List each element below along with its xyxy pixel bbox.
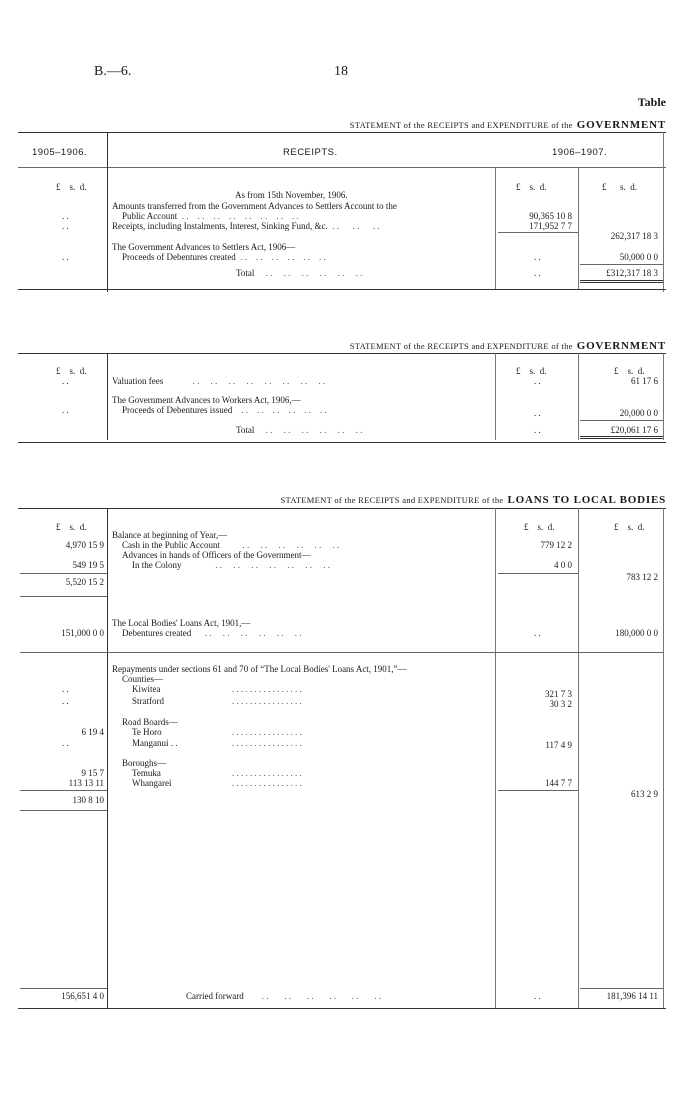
s1-line3b: Proceeds of Debentures created . . . . . . . . . . . . (122, 252, 326, 262)
s3-whangarei-mid: 144 7 7 (545, 778, 572, 788)
s3-whangarei-left: 113 13 11 (68, 778, 104, 788)
s3-mid-currency-header: £ s. d. (524, 522, 555, 532)
s3-debentures-right: 180,000 0 0 (615, 628, 658, 638)
s2-left-dots-2: . . (62, 405, 69, 415)
s1-line3a: The Government Advances to Settlers Act, 1906— (112, 242, 296, 252)
s2-line1-total: 61 17 6 (631, 376, 658, 386)
s2-right-currency-header: £ s. d. (614, 366, 645, 376)
s3-manganui-label: Manganui . . (132, 738, 178, 748)
s1-line1b: Public Account . . . . . . . . . . . . . . . . (122, 211, 299, 221)
s3-carried-mid-dots: . . (534, 991, 541, 1001)
s3-balance-right-total: 783 12 2 (626, 572, 658, 582)
s2-mid-dots-2: . . (534, 408, 541, 418)
page-series-code: B.—6. (94, 64, 132, 79)
s3-debentures-left: 151,000 0 0 (61, 628, 104, 638)
s2-line2b: Proceeds of Debentures issued . . . . . . . . . . . . (122, 405, 327, 415)
section1-title-bold: GOVERNMENT (576, 119, 666, 131)
s3-carried-label: Carried forward . . . . . . . . . . . . (186, 991, 381, 1001)
s3-repay-right-total: 613 2 9 (631, 789, 658, 799)
s3-colony-left: 549 19 5 (72, 560, 104, 570)
section1-title-prefix: STATEMENT of the RECEIPTS and EXPENDITURE of the (349, 120, 573, 130)
s2-left-dots-1: . . (62, 376, 69, 386)
s3-kiwitea-mid: 321 7 3 (545, 689, 572, 699)
s1-total-value: £312,317 18 3 (606, 268, 658, 278)
col-receipts-header: RECEIPTS. (283, 147, 338, 158)
mid-currency-header: £ s. d. (516, 182, 547, 192)
s3-balance-head: Balance at beginning of Year,— (112, 530, 228, 540)
s3-colony-label: In the Colony . . . . . . . . . . . . . . (132, 560, 330, 570)
s3-act-head: The Local Bodies' Loans Act, 1901,— (112, 618, 251, 628)
s3-debentures-label: Debentures created . . . . . . . . . . . . (122, 628, 302, 638)
s3-debentures-mid-dots: . . (534, 628, 541, 638)
table-label: Table (637, 95, 666, 109)
s1-line2-amount: 171,952 7 7 (529, 221, 572, 231)
s1-left-dots-2: . . (62, 221, 69, 231)
right-currency-header: £ s. d. (602, 182, 638, 192)
s3-manganui-mid: 117 4 9 (545, 740, 572, 750)
s3-manganui-left-dots: . . (62, 738, 69, 748)
s3-stratford-mid: 30 3 2 (549, 699, 572, 709)
s3-carried-right: 181,396 14 11 (606, 991, 658, 1001)
section2-title-prefix: STATEMENT of the RECEIPTS and EXPENDITURE of the (349, 341, 573, 351)
page-number: 18 (334, 64, 348, 79)
left-currency-header: £ s. d. (56, 182, 87, 192)
s2-line1: Valuation fees . . . . . . . . . . . . . . . . (112, 376, 326, 386)
s1-left-dots-3: . . (62, 252, 69, 262)
s3-temuka-left: 9 15 7 (81, 768, 104, 778)
s1-line3b-total: 50,000 0 0 (619, 252, 658, 262)
col-1906-header: 1906–1907. (552, 147, 608, 158)
s2-line2b-total: 20,000 0 0 (619, 408, 658, 418)
s3-cash-left: 4,970 15 9 (65, 540, 104, 550)
s3-repay-head: Repayments under sections 61 and 70 of “The Local Bodies' Loans Act, 1901,”— (112, 664, 407, 674)
s3-boroughs-head: Boroughs— (122, 758, 167, 768)
s1-subheading: As from 15th November, 1906. (235, 190, 348, 200)
section3-title-bold: LOANS TO LOCAL BODIES (507, 494, 666, 506)
s3-kiwitea-dots: . . . . . . . . . . . . . . . . (232, 684, 302, 694)
s3-kiwitea-left-dots: . . (62, 684, 69, 694)
s1-mid-dots-3: . . (534, 252, 541, 262)
s3-roadboards-head: Road Boards— (122, 717, 178, 727)
s1-total-label: Total . . . . . . . . . . . . (236, 268, 363, 278)
s3-tehoro-label: Te Horo (132, 727, 162, 737)
s1-subtotal1: 262,317 18 3 (610, 231, 658, 241)
s3-right-currency-header: £ s. d. (614, 522, 645, 532)
s2-line2a: The Government Advances to Workers Act, 1906,— (112, 395, 301, 405)
s3-stratford-dots: . . . . . . . . . . . . . . . . (232, 696, 302, 706)
s3-colony-mid: 4 0 0 (554, 560, 572, 570)
s2-mid-dots-3: . . (534, 425, 541, 435)
s3-manganui-dots: . . . . . . . . . . . . . . . . (232, 738, 302, 748)
s1-mid-dots-4: . . (534, 268, 541, 278)
s2-left-currency-header: £ s. d. (56, 366, 87, 376)
s1-line2: Receipts, including Instalments, Interest, Sinking Fund, &c. . . . . . . (112, 221, 380, 231)
s3-counties-head: Counties— (122, 674, 164, 684)
s3-whangarei-dots: . . . . . . . . . . . . . . . . (232, 778, 302, 788)
s1-line1b-amount: 90,365 10 8 (529, 211, 572, 221)
s3-balance-left-total: 5,520 15 2 (65, 577, 104, 587)
section2-title (350, 336, 666, 354)
section1-title (350, 115, 666, 133)
s3-left-currency-header: £ s. d. (56, 522, 87, 532)
s3-cash-mid: 779 12 2 (540, 540, 572, 550)
s3-kiwitea-label: Kiwitea (132, 684, 161, 694)
s3-stratford-label: Stratford (132, 696, 164, 706)
s1-left-dots-1: . . (62, 211, 69, 221)
col-1905-header: 1905–1906. (32, 147, 88, 158)
s3-cash-label: Cash in the Public Account . . . . . . . . . . . . (122, 540, 340, 550)
s2-total-value: £20,061 17 6 (610, 425, 658, 435)
s3-advances-label: Advances in hands of Officers of the Government— (122, 550, 311, 560)
s2-total-label: Total . . . . . . . . . . . . (236, 425, 363, 435)
s2-mid-dots-1: . . (534, 376, 541, 386)
section3-title-prefix: STATEMENT of the RECEIPTS and EXPENDITURE of the (280, 495, 504, 505)
s3-temuka-label: Temuka (132, 768, 161, 778)
s3-tehoro-dots: . . . . . . . . . . . . . . . . (232, 727, 302, 737)
s3-stratford-left-dots: . . (62, 696, 69, 706)
s3-carried-left: 156,651 4 0 (61, 991, 104, 1001)
s3-repay-left-total: 130 8 10 (72, 795, 104, 805)
s1-line1a: Amounts transferred from the Government Advances to Settlers Account to the (112, 201, 397, 211)
s2-mid-currency-header: £ s. d. (516, 366, 547, 376)
s3-tehoro-left: 6 19 4 (81, 727, 104, 737)
s3-temuka-dots: . . . . . . . . . . . . . . . . (232, 768, 302, 778)
section2-title-bold: GOVERNMENT (576, 340, 666, 352)
section3-title (280, 490, 666, 508)
s3-whangarei-label: Whangarei (132, 778, 172, 788)
